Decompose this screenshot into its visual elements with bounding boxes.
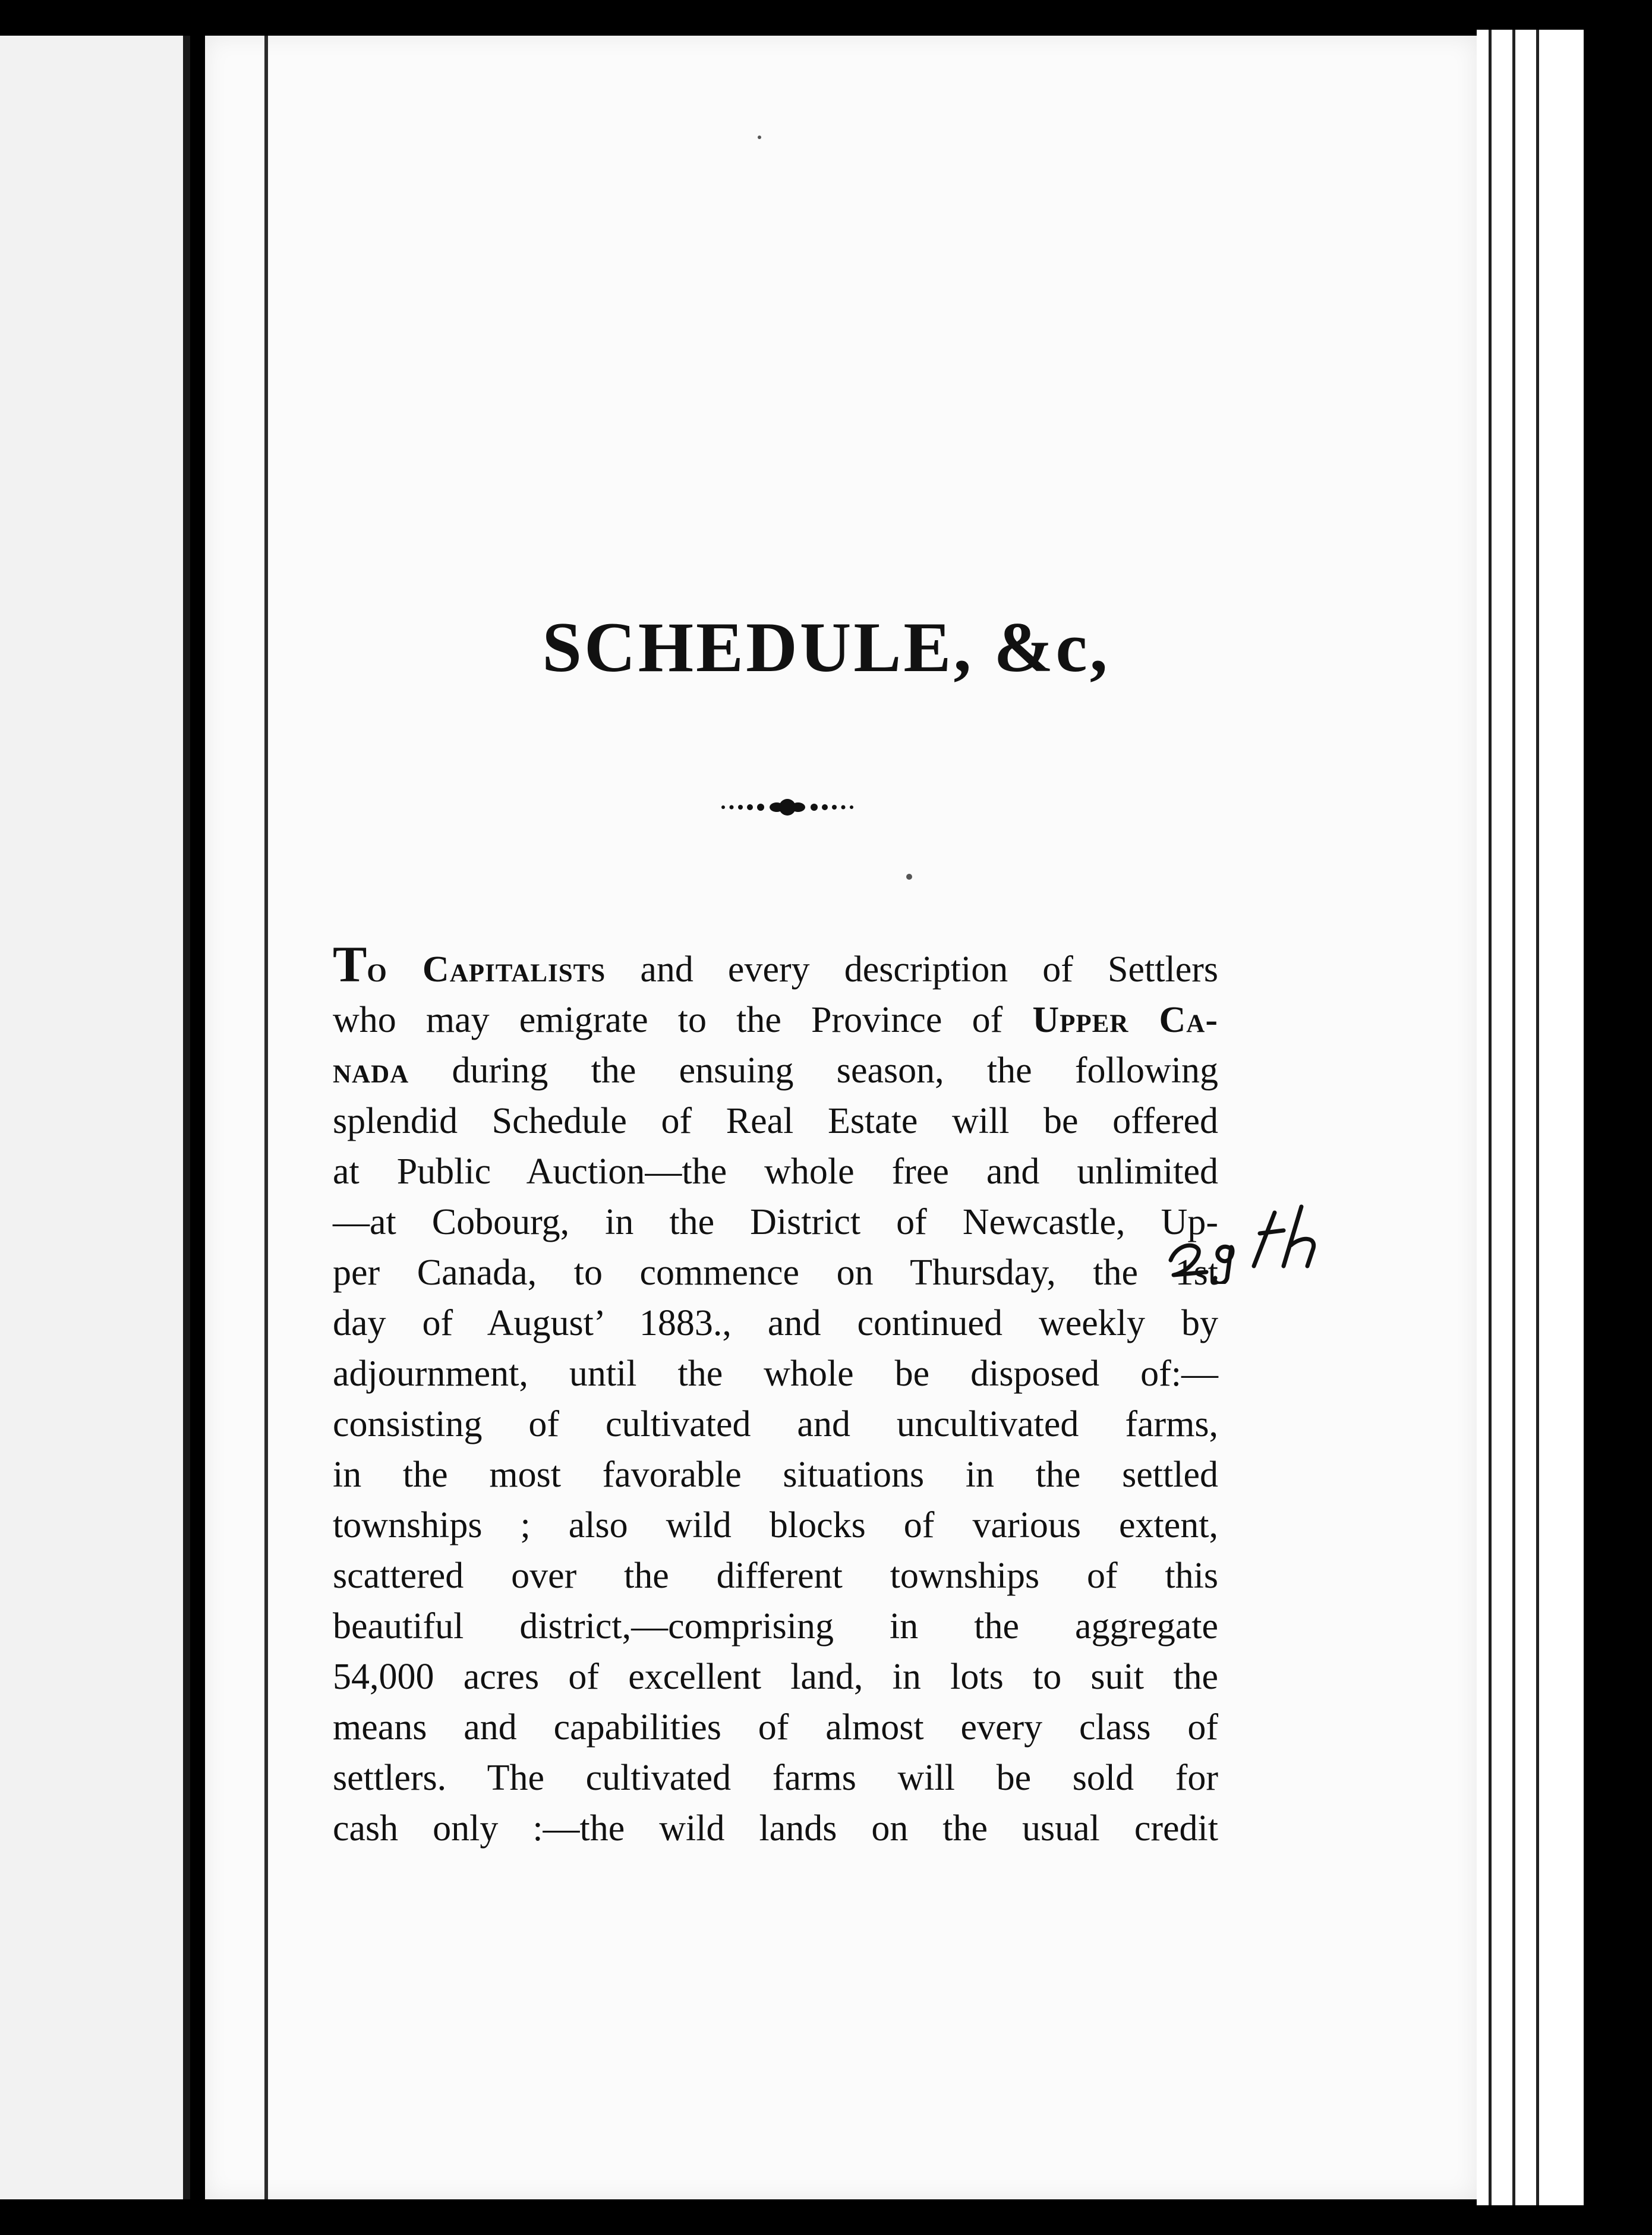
text-line: means and capabilities of almost every class of [333, 1707, 1218, 1748]
text-line: scattered over the different townships of this [333, 1556, 1218, 1596]
text-line [333, 995, 1218, 1046]
body-paragraph [333, 936, 1219, 1854]
line-text: during the ensuing season, the following [409, 1050, 1218, 1091]
previous-page-border [183, 36, 190, 2199]
edge-line [1536, 30, 1539, 2205]
page-title: SCHEDULE, &c, [542, 607, 1110, 687]
edge-line [1489, 30, 1492, 2205]
small-caps-text: o Capitalists [367, 949, 606, 990]
small-caps-text: Upper Ca- [1032, 1000, 1219, 1040]
text-line: cash only :—the wild lands on the usual credit [333, 1808, 1218, 1849]
page-stack-edge [1477, 30, 1584, 2205]
text-line: settlers. The cultivated farms will be sold for [333, 1758, 1218, 1798]
text-line [333, 1046, 1218, 1096]
edge-line [1512, 30, 1515, 2205]
text-line: consisting of cultivated and uncultivated farms, [333, 1404, 1218, 1444]
text-line [333, 936, 1218, 995]
text-line: at Public Auction—the whole free and unlimited [333, 1151, 1218, 1192]
text-line: townships ; also wild blocks of various extent, [333, 1505, 1218, 1545]
previous-page-edge [0, 36, 190, 2199]
ornament-flourish-icon [716, 795, 859, 819]
ink-speck [758, 136, 761, 139]
line-text: who may emigrate to the Province of [333, 1000, 1033, 1040]
small-caps-text: nada [333, 1050, 409, 1091]
ink-speck [906, 874, 912, 880]
page-fold [264, 36, 268, 2199]
text-line: —at Cobourg, in the District of Newcastle, Up- [333, 1202, 1218, 1242]
drop-cap: T [333, 936, 367, 993]
handwritten-annotation [1165, 1189, 1331, 1284]
text-line: splendid Schedule of Real Estate will be offered [333, 1101, 1218, 1141]
text-line: beautiful district,—comprising in the aggregate [333, 1606, 1218, 1647]
text-line: 54,000 acres of excellent land, in lots to suit the [333, 1657, 1218, 1697]
text-line: day of August’ 1883., and continued weekly by [333, 1303, 1218, 1343]
text-line: in the most favorable situations in the settled [333, 1455, 1218, 1495]
text-line: per Canada, to commence on Thursday, the 1st [333, 1252, 1218, 1293]
line-text: and every description of Settlers [606, 949, 1218, 990]
text-line: adjournment, until the whole be disposed of:— [333, 1353, 1218, 1394]
